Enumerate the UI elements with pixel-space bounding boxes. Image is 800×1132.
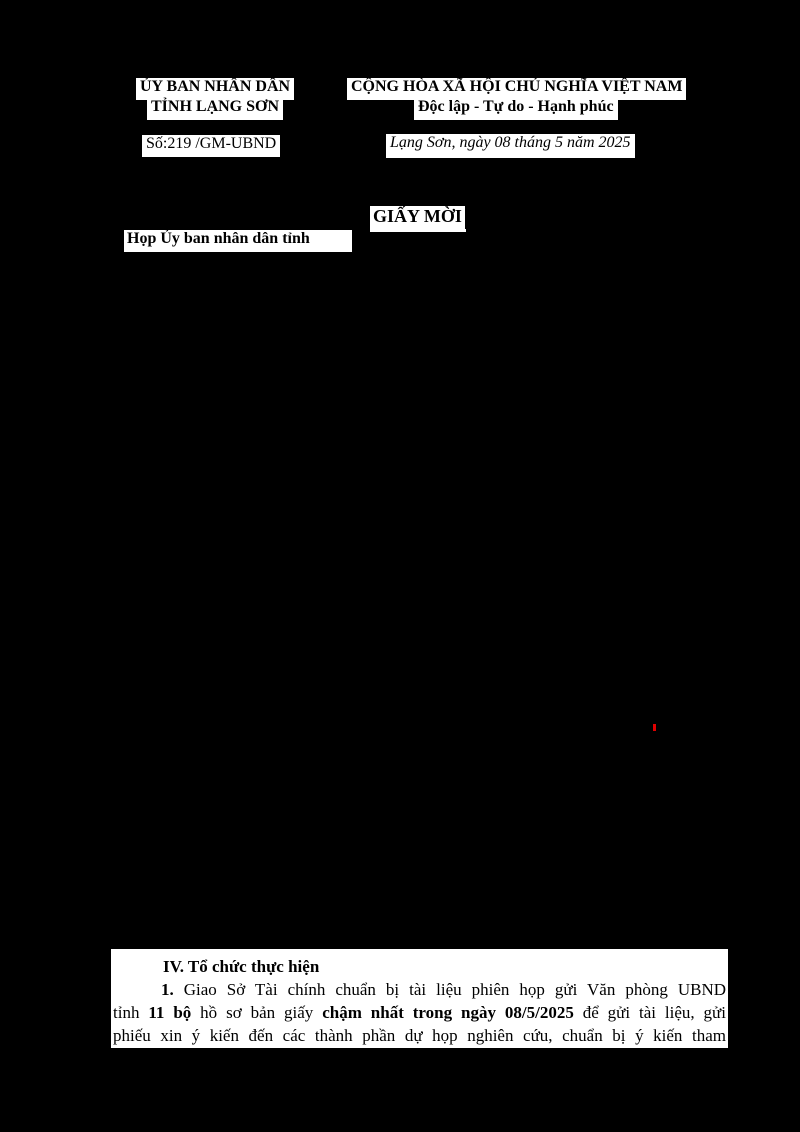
line2-part-c: hồ sơ bản giấy <box>191 1003 323 1022</box>
org-name-line1: ỦY BAN NHÂN DÂN <box>136 78 294 100</box>
section-iv-block <box>111 949 728 1048</box>
paragraph-line-2 <box>113 1001 726 1024</box>
subtitle-fragment <box>374 229 466 232</box>
org-name-line2: TỈNH LẠNG SƠN <box>147 98 283 120</box>
line2-deadline: chậm nhất trong ngày 08/5/2025 <box>322 1003 574 1022</box>
line2-part-e: để gửi tài liệu, gửi <box>573 1003 726 1022</box>
item-number: 1. <box>161 980 174 999</box>
national-title: CỘNG HÒA XÃ HỘI CHỦ NGHĨA VIỆT NAM <box>347 78 686 100</box>
document-subtitle: Họp Ủy ban nhân dân tỉnh <box>124 230 352 252</box>
line2-copies: 11 bộ <box>148 1003 192 1022</box>
national-motto: Độc lập - Tự do - Hạnh phúc <box>414 98 618 120</box>
red-mark <box>653 724 656 731</box>
document-number: Số:219 /GM-UBND <box>142 135 280 157</box>
document-date: Lạng Sơn, ngày 08 tháng 5 năm 2025 <box>386 134 635 158</box>
paragraph-line-1 <box>113 978 726 1001</box>
paragraph-line-3: phiếu xin ý kiến đến các thành phần dự họp nghiên cứu, chuẩn bị ý kiến tham <box>113 1026 726 1045</box>
paragraph-line-1-text: Giao Sở Tài chính chuẩn bị tài liệu phiên họp gửi Văn phòng UBND <box>173 980 726 999</box>
document-title: GIẤY MỜI <box>370 206 465 232</box>
line2-part-a: tỉnh <box>113 1003 149 1022</box>
section-heading: IV. Tổ chức thực hiện <box>163 957 320 976</box>
